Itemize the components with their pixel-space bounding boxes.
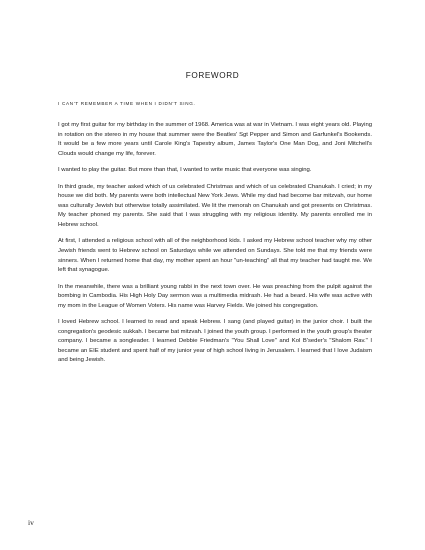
paragraph: In the meanwhile, there was a brilliant young rabbi in the next town over. He was preaching from the pulpit against the bombing in Cambodia. His High Holy Day sermon was a multimedia midrash. He had a beard. His wife was active with my mom in the League of Women Voters. His name was Harvey Fields. We joined his congregation. <box>58 283 372 309</box>
page-title: FOREWORD <box>185 71 240 80</box>
paragraph: In third grade, my teacher asked which of us celebrated Christmas and which of us celebrated Chanukah. I cried; in my house we did both. My parents were both intellectual New York Jews. While my dad had become bar mitzvah, our home was culturally Jewish but otherwise totally assimilated. We lit the menorah on Chanukah and got presents on Christmas. My teacher phoned my parents. She said that I was struggling with my religious identity. My parents enrolled me in Hebrew school. <box>58 183 372 228</box>
paragraph: I loved Hebrew school. I learned to read and speak Hebrew. I sang (and played guitar) in the junior choir. I built the congregation's geodesic sukkah. I became bat mitzvah. I joined the youth group. I performed in the youth group's theater company. I became a songleader. I learned Debbie Friedman's "You Shall Love" and Kol B'seder's "Shalom Rav." I became an EIE student and spent half of my junior year of high school living in Jerusalem. I learned that I love Judaism and being Jewish. <box>58 319 372 364</box>
paragraph: At first, I attended a religious school with all of the neighborhood kids. I asked my Hebrew school teacher why my other Jewish friends went to Hebrew school on Saturdays while we attended on Sundays. She told me that my friends were sinners. When I returned home that day, my mother spent an hour "un-teaching" all that my teacher had taught me. We left that synagogue. <box>58 238 372 274</box>
epigraph: I CAN'T REMEMBER A TIME WHEN I DIDN'T SING. <box>58 101 196 106</box>
body-text <box>58 121 372 373</box>
paragraph: I wanted to play the guitar. But more than that, I wanted to write music that everyone was singing. <box>58 167 312 174</box>
paragraph: I got my first guitar for my birthday in the summer of 1968. America was at war in Vietnam. I was eight years old. Playing in rotation on the stereo in my house that summer were the Beatles' Sgt Pepper and Simon and Garfunkel's Bookends. It would be a few more years until Carole King's Tapestry album, James Taylor's One Man Dog, and Joni Mitchell's Clouds would change my life, forever. <box>58 122 372 157</box>
page-number: iv <box>28 518 34 527</box>
